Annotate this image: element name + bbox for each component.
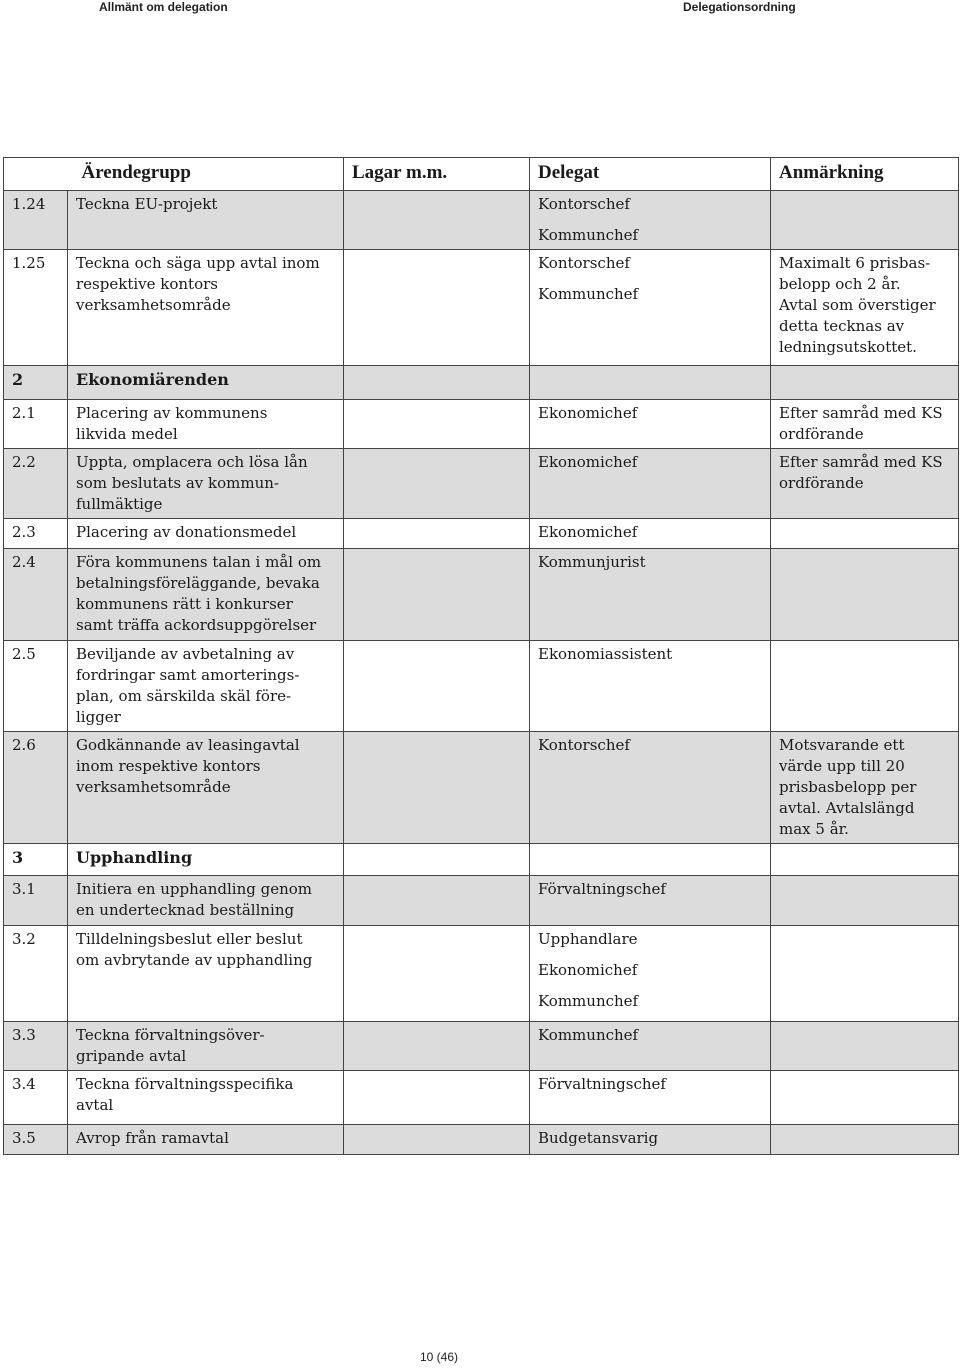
row-lagar (344, 191, 530, 250)
row-lagar (344, 250, 530, 366)
row-number: 2.1 (4, 400, 68, 449)
row-anmarkning (771, 844, 959, 876)
row-number: 1.25 (4, 250, 68, 366)
delegat-name: Kommunjurist (538, 553, 646, 571)
delegat-name: Kommunchef (538, 992, 639, 1010)
header-delegat: Delegat (530, 158, 771, 191)
row-delegat (530, 1125, 771, 1155)
delegation-table (3, 157, 959, 1155)
table-row (4, 191, 959, 250)
delegat-name: Budgetansvarig (538, 1129, 659, 1147)
delegat-name: Förvaltningschef (538, 880, 666, 898)
row-number: 2 (4, 366, 68, 400)
section-row (4, 366, 959, 400)
row-lagar (344, 366, 530, 400)
table-row (4, 732, 959, 844)
row-description: Uppta, omplacera och lösa lån som beslutats av kommun- fullmäktige (68, 449, 344, 519)
row-number: 2.2 (4, 449, 68, 519)
row-anmarkning (771, 641, 959, 732)
delegat-name: Ekonomichef (538, 523, 638, 541)
row-lagar (344, 449, 530, 519)
row-anmarkning (771, 1022, 959, 1071)
page-header-left: Allmänt om delegation (99, 0, 228, 14)
delegat-name: Förvaltningschef (538, 1075, 666, 1093)
table-row (4, 400, 959, 449)
table-row (4, 1022, 959, 1071)
row-lagar (344, 926, 530, 1022)
row-lagar (344, 844, 530, 876)
table-row (4, 519, 959, 549)
row-anmarkning (771, 1071, 959, 1125)
row-anmarkning: Maximalt 6 prisbas- belopp och 2 år. Avtal som överstiger detta tecknas av ledningsutskottet. (771, 250, 959, 366)
row-number: 3.4 (4, 1071, 68, 1125)
row-anmarkning: Efter samråd med KS ordförande (771, 400, 959, 449)
row-anmarkning: Efter samråd med KS ordförande (771, 449, 959, 519)
row-anmarkning (771, 191, 959, 250)
delegat-name: Kontorschef (538, 195, 630, 213)
row-delegat (530, 1071, 771, 1125)
row-description: Godkännande av leasingavtal inom respektive kontors verksamhetsområde (68, 732, 344, 844)
row-number: 2.6 (4, 732, 68, 844)
row-number: 3.1 (4, 876, 68, 926)
row-lagar (344, 549, 530, 641)
row-delegat (530, 876, 771, 926)
delegat-name: Ekonomichef (538, 961, 638, 979)
row-description: Teckna EU-projekt (68, 191, 344, 250)
table-row (4, 1125, 959, 1155)
row-delegat (530, 519, 771, 549)
delegat-name: Kontorschef (538, 254, 630, 272)
page-number: 10 (46) (420, 1350, 459, 1364)
row-delegat (530, 732, 771, 844)
row-delegat (530, 191, 771, 250)
row-lagar (344, 732, 530, 844)
row-delegat (530, 400, 771, 449)
row-number: 2.5 (4, 641, 68, 732)
row-number: 2.3 (4, 519, 68, 549)
delegat-name: Kommunchef (538, 1026, 639, 1044)
row-description: Teckna förvaltningsspecifika avtal (68, 1071, 344, 1125)
delegat-name: Ekonomichef (538, 404, 638, 422)
row-lagar (344, 400, 530, 449)
row-lagar (344, 641, 530, 732)
row-number: 3.2 (4, 926, 68, 1022)
row-lagar (344, 1071, 530, 1125)
row-number: 3.3 (4, 1022, 68, 1071)
row-description: Placering av kommunens likvida medel (68, 400, 344, 449)
row-anmarkning: Motsvarande ett värde upp till 20 prisbasbelopp per avtal. Avtalslängd max 5 år. (771, 732, 959, 844)
delegat-name: Kommunchef (538, 226, 639, 244)
row-anmarkning (771, 1125, 959, 1155)
header-lagar: Lagar m.m. (344, 158, 530, 191)
page-header-right: Delegationsordning (683, 0, 796, 14)
table-row (4, 876, 959, 926)
delegat-name: Kommunchef (538, 285, 639, 303)
row-description: Teckna och säga upp avtal inom respektive kontors verksamhetsområde (68, 250, 344, 366)
row-description: Beviljande av avbetalning av fordringar samt amorterings- plan, om särskilda skäl före- ligger (68, 641, 344, 732)
table-row (4, 250, 959, 366)
row-delegat (530, 549, 771, 641)
row-delegat (530, 250, 771, 366)
row-anmarkning (771, 549, 959, 641)
table-row (4, 1071, 959, 1125)
row-anmarkning (771, 926, 959, 1022)
row-description: Upphandling (68, 844, 344, 876)
row-description: Initiera en upphandling genom en undertecknad beställning (68, 876, 344, 926)
row-number: 3 (4, 844, 68, 876)
row-lagar (344, 519, 530, 549)
row-description: Placering av donationsmedel (68, 519, 344, 549)
header-anmarkning: Anmärkning (771, 158, 959, 191)
row-number: 3.5 (4, 1125, 68, 1155)
row-lagar (344, 1022, 530, 1071)
table-row (4, 449, 959, 519)
row-delegat (530, 449, 771, 519)
delegat-name: Upphandlare (538, 930, 638, 948)
table-row (4, 549, 959, 641)
delegat-name: Ekonomiassistent (538, 645, 673, 663)
row-description: Ekonomiärenden (68, 366, 344, 400)
row-delegat (530, 641, 771, 732)
header-number-cell (4, 158, 68, 191)
delegat-name: Kontorschef (538, 736, 630, 754)
row-anmarkning (771, 876, 959, 926)
row-number: 1.24 (4, 191, 68, 250)
row-delegat (530, 926, 771, 1022)
delegat-name: Ekonomichef (538, 453, 638, 471)
row-description: Teckna förvaltningsöver- gripande avtal (68, 1022, 344, 1071)
row-description: Föra kommunens talan i mål om betalningsföreläggande, bevaka kommunens rätt i konkurser samt träffa ackordsuppgörelser (68, 549, 344, 641)
row-description: Avrop från ramavtal (68, 1125, 344, 1155)
header-arendegrupp: Ärendegrupp (68, 158, 344, 191)
row-lagar (344, 1125, 530, 1155)
table-header-row (4, 158, 959, 191)
row-lagar (344, 876, 530, 926)
row-description: Tilldelningsbeslut eller beslut om avbrytande av upphandling (68, 926, 344, 1022)
row-delegat (530, 366, 771, 400)
row-anmarkning (771, 519, 959, 549)
table-row (4, 641, 959, 732)
row-delegat (530, 1022, 771, 1071)
row-delegat (530, 844, 771, 876)
section-row (4, 844, 959, 876)
table-row (4, 926, 959, 1022)
row-anmarkning (771, 366, 959, 400)
row-number: 2.4 (4, 549, 68, 641)
